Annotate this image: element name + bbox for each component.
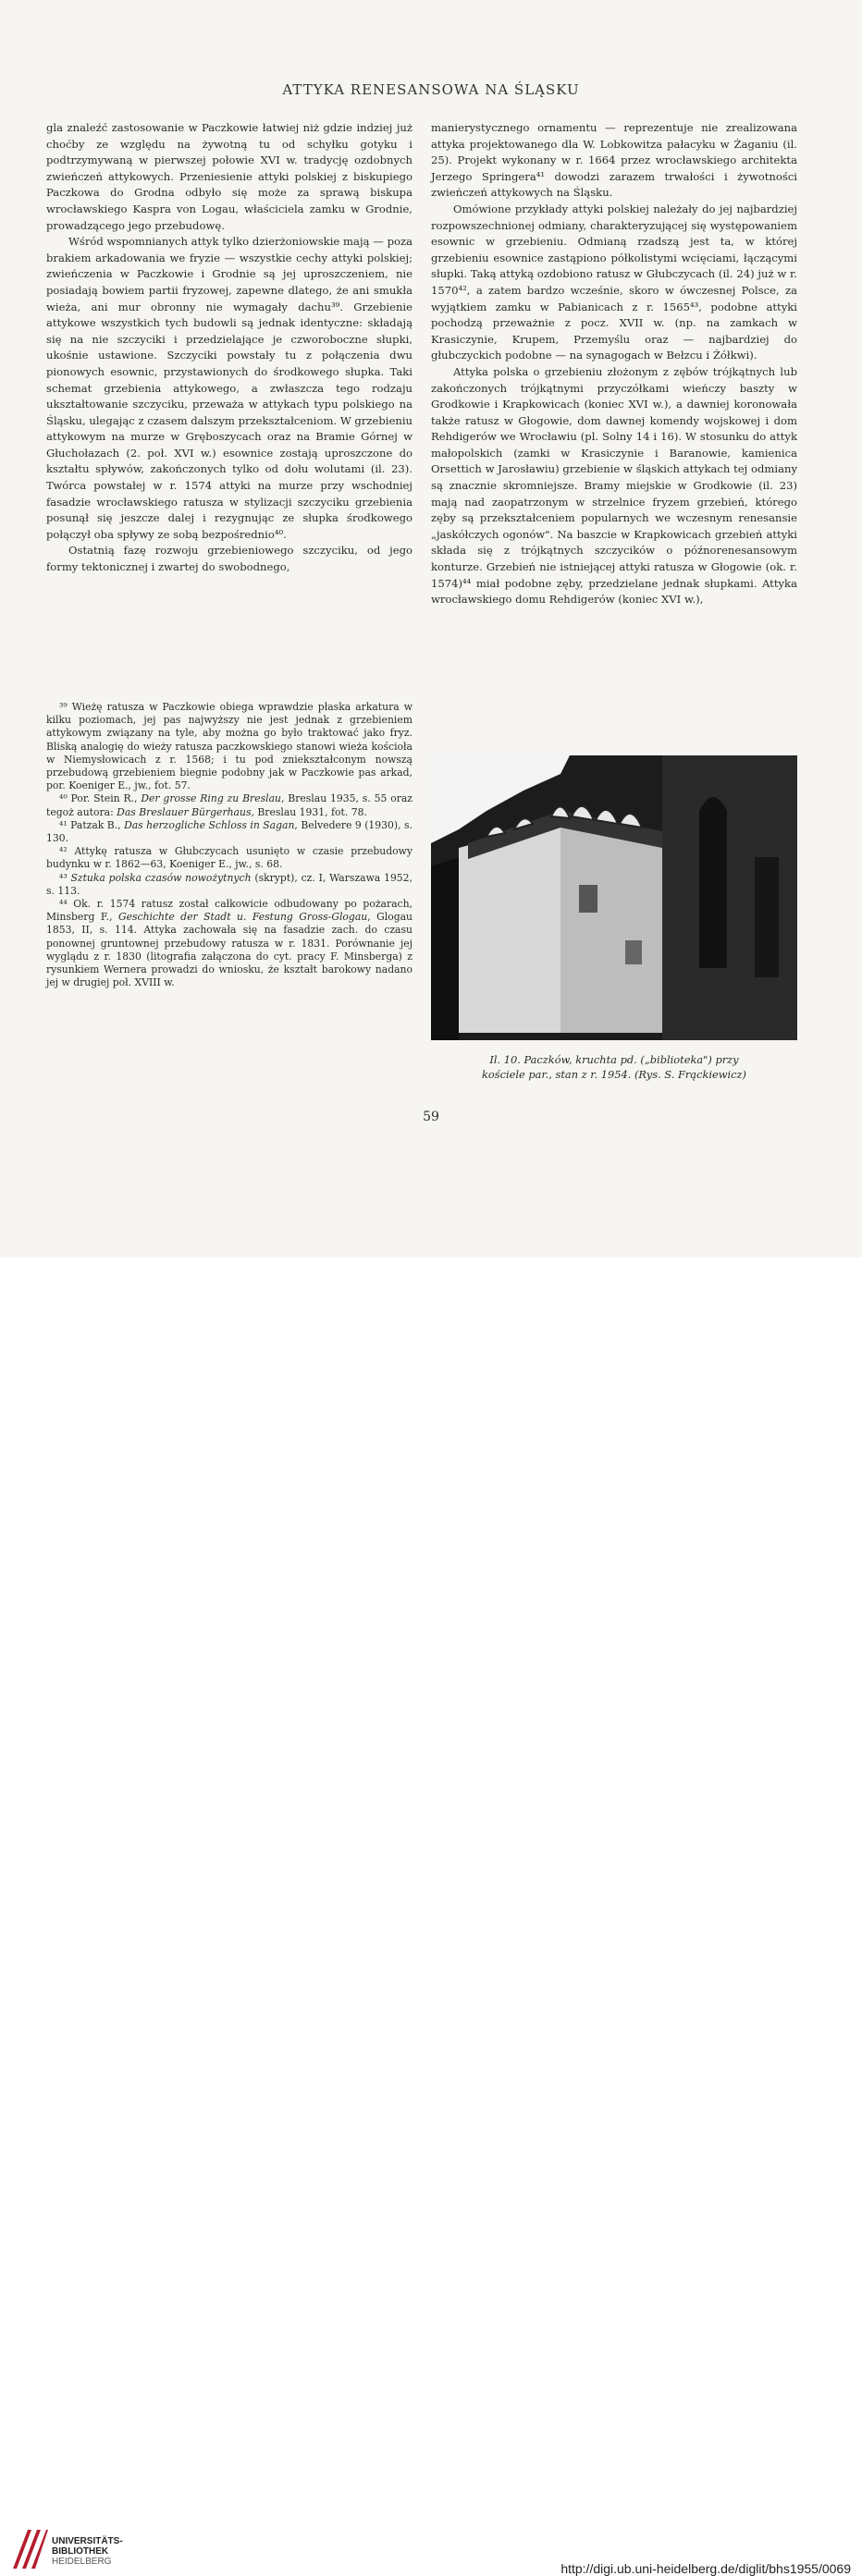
paragraph: Attyka polska o grzebieniu złożonym z zębów trójkątnych lub zakończonych trójkątnymi przyczółkami wieńczy baszty w Grodkowie i Krapkowicach (koniec XVI w.), a dawniej koronowała także ratusz w Głogowie, dom dawnej komendy wojskowej i dom Rehdigerów we Wrocławiu (pl. Solny 14 i 16). W stosunku do attyk małopolskich (zamki w Krasiczynie i Baranowie, kamienica Orsettich w Jarosławiu) grzebienie w śląskich attykach tej odmiany są znacznie skromniejsze. Bramy miejskie w Grodkowie (il. 23) mają nad zaopatrzonym w strzelnice fryzem grzebień, którego zęby są przekształceniem popularnych we wczesnym renesansie „jaskółczych ogonów". Na baszcie w Krapkowicach grzebień attyki składa się z trójkątnych szczycików o późnorenesansowym konturze. Grzebień nie istniejącej attyki ratusza w Głogowie (ok. r. 1574)⁴⁴ miał podobne zęby, przedzielane jednak słupkami. Attyka wrocławskiego domu Rehdigerów (koniec XVI w.), — [431, 364, 797, 607]
paragraph: Ostatnią fazę rozwoju grzebieniowego szczyciku, od jego formy tektonicznej i zwartej do swobodnego, — [46, 544, 413, 574]
scanned-page — [0, 0, 862, 1257]
running-head: ATTYKA RENESANSOWA NA ŚLĄSKU — [282, 81, 580, 98]
page-number: 59 — [423, 1110, 439, 1124]
caption-line-2: kościele par., stan z r. 1954. (Rys. S. Frąckiewicz) — [482, 1068, 746, 1081]
viewer-footer — [0, 1257, 862, 2576]
porch-drawing — [431, 755, 797, 1040]
caption-line-1: Il. 10. Paczków, kruchta pd. („biblioteka") przy — [489, 1053, 739, 1066]
right-text-column — [431, 120, 797, 608]
paragraph: manierystycznego ornamentu — reprezentuje nie zrealizowana attyka projektowanego dla W. Lobkowitza pałacyku w Żaganiu (il. 25). Projekt wykonany w r. 1664 przez wrocławskiego architekta Jerzego Springera⁴¹ dowodzi zarazem trwałości i żywotności zwieńczeń attykowych na Śląsku. — [431, 121, 797, 200]
footnote-43: ⁴³ Sztuka polska czasów nowożytnych (skrypt), cz. I, Warszawa 1952, s. 113. — [46, 871, 413, 897]
footnote-41: ⁴¹ Patzak B., Das herzogliche Schloss in Sagan, Belvedere 9 (1930), s. 130. — [46, 818, 413, 845]
footnotes — [46, 701, 413, 989]
paragraph: gla znaleźć zastosowanie w Paczkowie łatwiej niż gdzie indziej już choćby ze względu na żywotną tu od schyłku gotyku i podtrzymywaną w pierwszej połowie XVI w. tradycję ozdobnych zwieńczeń attykowych. Przeniesienie attyki polskiej z biskupiego Paczkowa do Grodna odbyło się może za sprawą biskupa wrocławskiego Kaspra von Logau, właściciela zamku w Grodnie, prowadzącego jego przebudowę. — [46, 121, 413, 232]
paragraph: Omówione przykłady attyki polskiej należały do jej najbardziej rozpowszechnionej odmiany, charakteryzującej się występowaniem esownic w grzebieniu. Odmianą rzadszą jest ta, w której grzebieniu esownice zastąpiono półkolistymi wcięciami, łączącymi słupki. Taką attyką ozdobiono ratusz w Głubczycach (il. 24) już w r. 1570⁴², a zatem bardzo wcześnie, skoro w ówczesnej Polsce, za wyjątkiem zamku w Pabianicach z r. 1565⁴³, podobne attyki pochodzą przeważnie z pocz. XVII w. (np. na zamkach w Krasiczynie, Krupem, Przemyślu oraz — najbardziej do głubczyckich podobne — na synagogach w Bełzcu i Żółkwi). — [431, 202, 797, 362]
library-logo-icon — [9, 2526, 48, 2572]
library-name: UNIVERSITÄTS- BIBLIOTHEK HEIDELBERG — [52, 2536, 123, 2567]
permalink-url[interactable]: http://digi.ub.uni-heidelberg.de/diglit/bhs1955/0069 — [560, 2561, 851, 2576]
figure-caption — [431, 1052, 797, 1082]
footnote-40: ⁴⁰ Por. Stein R., Der grosse Ring zu Breslau, Breslau 1935, s. 55 oraz tegoż autora: Das Breslauer Bürgerhaus, Breslau 1931, fot. 78. — [46, 792, 413, 818]
footnote-42: ⁴² Attykę ratusza w Głubczycach usunięto w czasie przebudowy budynku w r. 1862—63, Koeniger E., jw., s. 68. — [46, 845, 413, 871]
footnote-44: ⁴⁴ Ok. r. 1574 ratusz został całkowicie odbudowany po pożarach, Minsberg F., Geschichte der Stadt u. Festung Gross-Glogau, Glogau 1853, II, s. 114. Attyka zachowała się na fasadzie zach. do czasu ponownej gruntownej przebudowy ratusza w r. 1831. Porównanie jej wyglądu z r. 1830 (litografia załączona do cyt. pracy F. Minsberga) z rysunkiem Wernera prowadzi do wniosku, że kształt barokowy nadano jej w drugiej poł. XVIII w. — [46, 898, 413, 989]
footnote-39: ³⁹ Wieżę ratusza w Paczkowie obiega wprawdzie płaska arkatura w kilku poziomach, jej pas najwyższy nie jest jednak z grzebieniem attykowym związany na tyle, aby można go było traktować jako fryz. Bliską analogię do wieży ratusza paczkowskiego stanowi wieża kościoła w Niemysłowicach z r. 1568; i tu pod zniekształconym nowszą przebudową grzebieniem biegnie podobny jak w Paczkowie pas arkad, por. Koeniger E., jw., fot. 57. — [46, 701, 413, 792]
paragraph: Wśród wspomnianych attyk tylko dzierżoniowskie mają — poza brakiem arkadowania we fryzie — wszystkie cechy attyki polskiej; zwieńczenia w Paczkowie i Grodnie są jej uproszczeniem, nie posiadają bowiem partii fryzowej, zapewne dlatego, że ani smukła wieża, ani mur obronny nie wymagały dachu³⁹. Grzebienie attykowe wszystkich tych budowli są jednak identyczne: składają się na nie szczyciki i przedzielające je czworoboczne słupki, ukośnie ustawione. Szczyciki powstały tu z połączenia dwu pionowych esownic, przystawionych do środkowego słupka. Taki schemat grzebienia attykowego, a zwłaszcza tego rodzaju ukształtowanie szczyciku, przeważa w attykach typu polskiego na Śląsku, ulegając z czasem dalszym przekształceniom. W grzebieniu attykowym na murze w Gręboszycach oraz na Bramie Górnej w Głuchołazach (2. poł. XVI w.) esownice zostają uproszczone do kształtu spływów, zakończonych tylko od dołu wolutami (il. 23). Twórca powstałej w r. 1574 attyki na murze przy wschodniej fasadzie wrocławskiego ratusza w stylizacji szczyciku grzebienia posunął się jeszcze dalej i rezygnując ze słupka środkowego połączył oba spływy ze sobą bezpośrednio⁴⁰. — [46, 235, 413, 541]
building-illustration — [431, 755, 797, 1040]
left-text-column — [46, 120, 413, 576]
